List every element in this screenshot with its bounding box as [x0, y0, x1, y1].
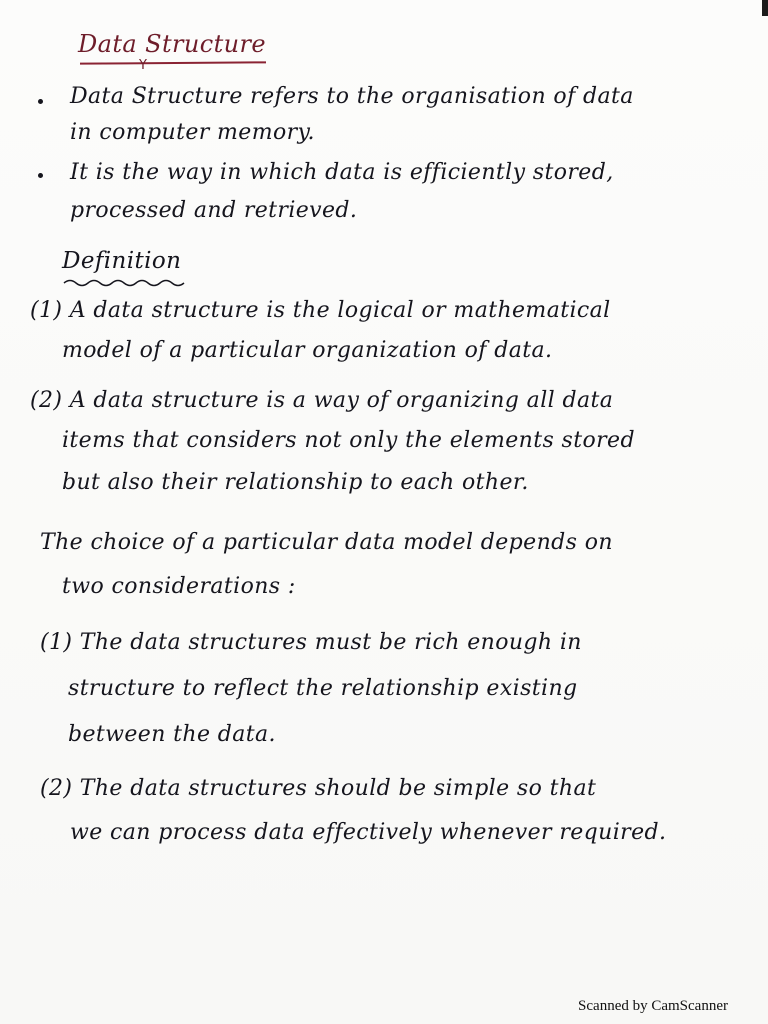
consideration-2-line-1: (2) The data structures should be simple so that: [40, 776, 597, 801]
intro-1-line-2: in computer memory.: [70, 120, 315, 145]
intro-1-line-1: Data Structure refers to the organisation of data: [70, 84, 634, 109]
title-underline: [80, 61, 266, 64]
definition-2-line-2: items that considers not only the elements stored: [62, 428, 635, 453]
bullet-dot: [38, 99, 43, 104]
consideration-1-line-1: (1) The data structures must be rich enough in: [40, 630, 582, 655]
choice-line-2: two considerations :: [62, 574, 296, 599]
scan-edge-mark: [762, 0, 768, 16]
consideration-1-line-2: structure to reflect the relationship existing: [68, 676, 578, 701]
definition-heading: Definition: [62, 248, 182, 274]
consideration-2-line-2: we can process data effectively whenever required.: [70, 820, 667, 845]
intro-2-line-1: It is the way in which data is efficiently stored,: [70, 160, 614, 185]
page-title: Data Structure: [78, 30, 266, 58]
intro-2-line-2: processed and retrieved.: [70, 198, 358, 223]
definition-2-line-3: but also their relationship to each other.: [62, 470, 529, 495]
bullet-dot: [38, 173, 43, 178]
definition-2-line-1: (2) A data structure is a way of organizing all data: [30, 388, 614, 413]
choice-line-1: The choice of a particular data model depends on: [40, 530, 613, 555]
consideration-1-line-3: between the data.: [68, 722, 276, 747]
definition-1-line-2: model of a particular organization of data.: [62, 338, 553, 363]
scanner-watermark: Scanned by CamScanner: [578, 998, 728, 1014]
definition-wavy-underline: [62, 278, 186, 288]
definition-1-line-1: (1) A data structure is the logical or mathematical: [30, 298, 611, 323]
title-insertion-caret: Y: [139, 58, 147, 73]
